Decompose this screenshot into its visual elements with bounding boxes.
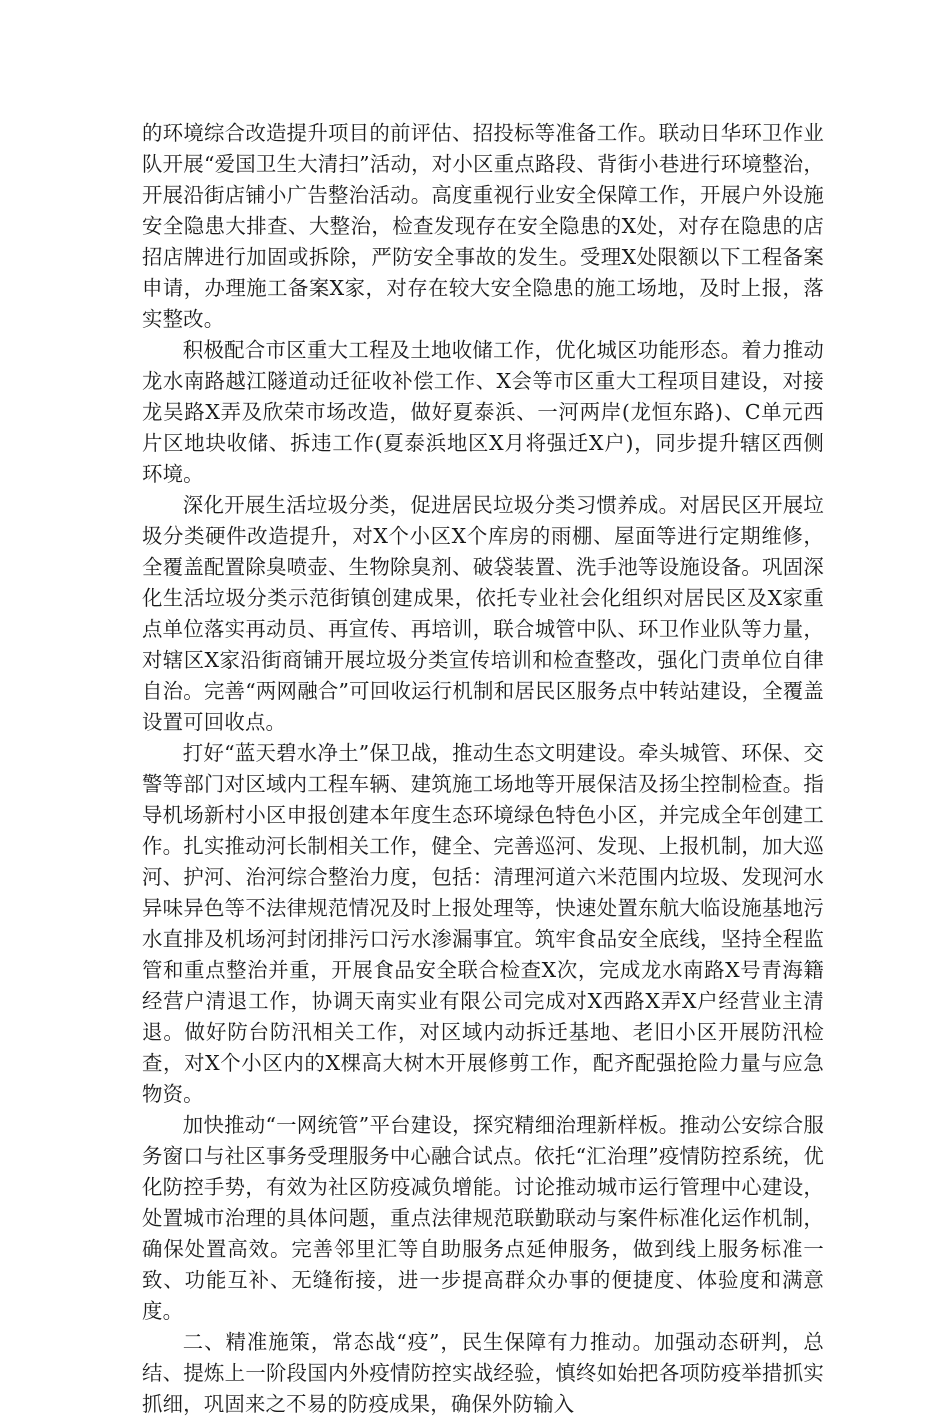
document-page bbox=[142, 118, 824, 1420]
paragraph-5: 加快推动“一网统管”平台建设，探究精细治理新样板。推动公安综合服务窗口与社区事务受理服务中心融合试点。依托“汇治理”疫情防控系统，优化防控手势，有效为社区防疫减负增能。讨论推动城市运行管理中心建设，处置城市治理的具体问题，重点法律规范联勤联动与案件标准化运作机制，确保处置高效。完善邻里汇等自助服务点延伸服务，做到线上服务标准一致、功能互补、无缝衔接，进一步提高群众办事的便捷度、体验度和满意度。 bbox=[142, 1113, 824, 1323]
paragraph-4: 打好“蓝天碧水净土”保卫战，推动生态文明建设。牵头城管、环保、交警等部门对区域内工程车辆、建筑施工场地等开展保洁及扬尘控制检查。指导机场新村小区申报创建本年度生态环境绿色特色小区，并完成全年创建工作。扎实推动河长制相关工作，健全、完善巡河、发现、上报机制，加大巡河、护河、治河综合整治力度，包括：清理河道六米范围内垃圾、发现河水异味异色等不法律规范情况及时上报处理等，快速处置东航大临设施基地污水直排及机场河封闭排污口污水渗漏事宜。筑牢食品安全底线，坚持全程监管和重点整治并重，开展食品安全联合检查X次，完成龙水南路X号青海籍经营户清退工作，协调天南实业有限公司完成对X西路X弄X户经营业主清退。做好防台防汛相关工作，对区域内动拆迁基地、老旧小区开展防汛检查，对X个小区内的X棵高大树木开展修剪工作，配齐配强抢险力量与应急物资。 bbox=[142, 741, 824, 1106]
paragraph-6: 二、精准施策，常态战“疫”，民生保障有力推动。加强动态研判，总结、提炼上一阶段国内外疫情防控实战经验，慎终如始把各项防疫举措抓实抓细，巩固来之不易的防疫成果，确保外防输入 bbox=[142, 1330, 824, 1416]
paragraph-3: 深化开展生活垃圾分类，促进居民垃圾分类习惯养成。对居民区开展垃圾分类硬件改造提升，对X个小区X个库房的雨棚、屋面等进行定期维修，全覆盖配置除臭喷壶、生物除臭剂、破袋装置、洗手池等设施设备。巩固深化生活垃圾分类示范街镇创建成果，依托专业社会化组织对居民区及X家重点单位落实再动员、再宣传、再培训，联合城管中队、环卫作业队等力量，对辖区X家沿街商铺开展垃圾分类宣传培训和检查整改，强化门责单位自律自治。完善“两网融合”可回收运行机制和居民区服务点中转站建设，全覆盖设置可回收点。 bbox=[142, 493, 824, 734]
paragraph-2: 积极配合市区重大工程及土地收储工作，优化城区功能形态。着力推动龙水南路越江隧道动迁征收补偿工作、X会等市区重大工程项目建设，对接龙吴路X弄及欣荣市场改造，做好夏泰浜、一河两岸(龙恒东路)、C单元西片区地块收储、拆违工作(夏泰浜地区X月将强迁X户)，同步提升辖区西侧环境。 bbox=[142, 338, 824, 486]
paragraph-1: 的环境综合改造提升项目的前评估、招投标等准备工作。联动日华环卫作业队开展“爱国卫生大清扫”活动，对小区重点路段、背街小巷进行环境整治，开展沿街店铺小广告整治活动。高度重视行业安全保障工作，开展户外设施安全隐患大排查、大整治，检查发现存在安全隐患的X处，对存在隐患的店招店牌进行加固或拆除，严防安全事故的发生。受理X处限额以下工程备案申请，办理施工备案X家，对存在较大安全隐患的施工场地，及时上报，落实整改。 bbox=[142, 121, 824, 331]
